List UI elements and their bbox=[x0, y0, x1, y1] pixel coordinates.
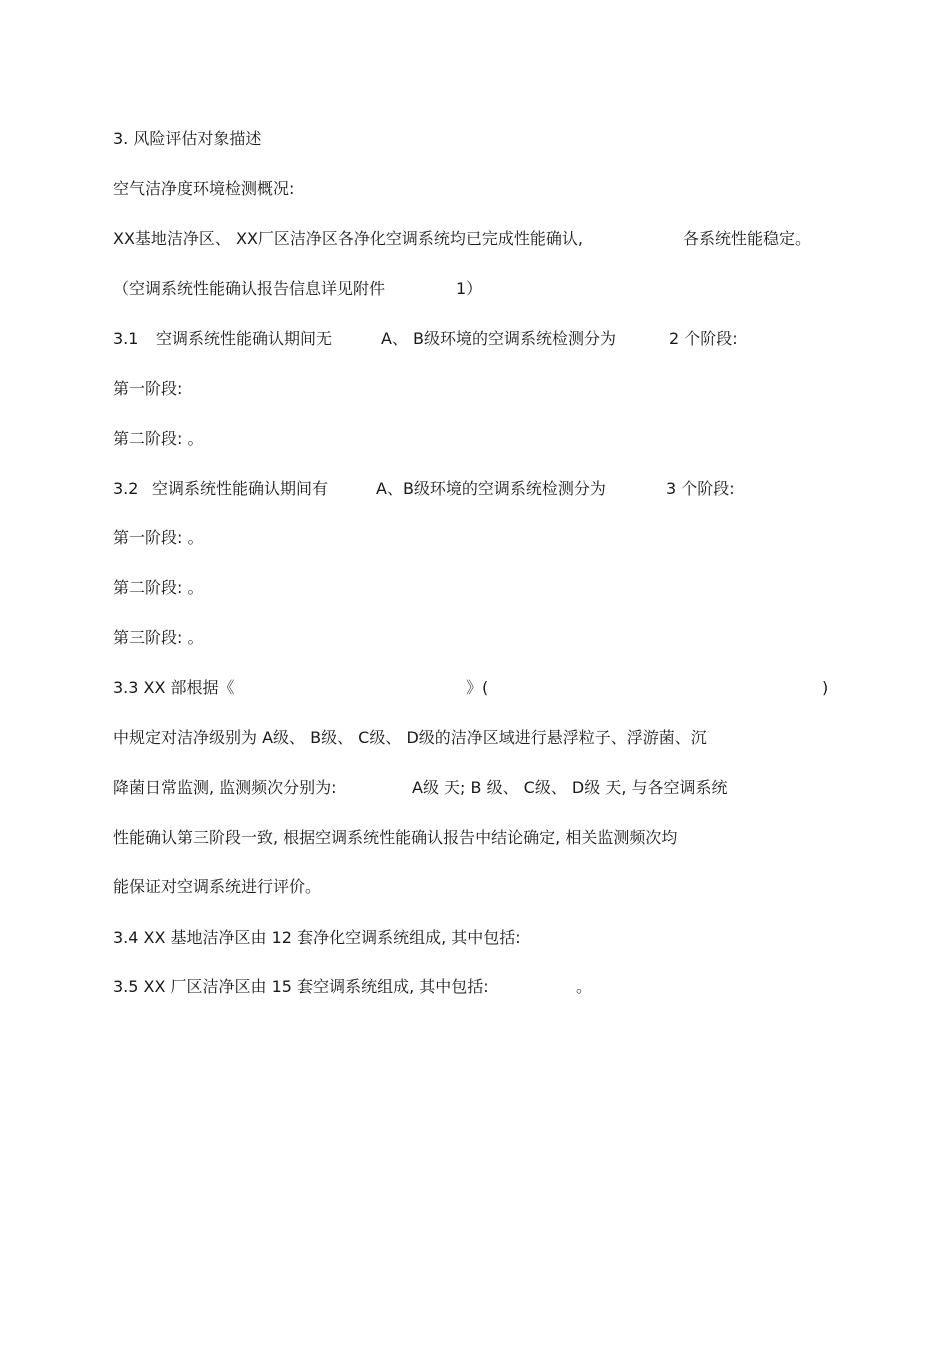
section-3-1-number: 3.1 bbox=[113, 329, 139, 348]
overview-label: 空气洁净度环境检测概况: bbox=[113, 179, 295, 198]
section-3-5-text-b: 。 bbox=[576, 977, 593, 996]
section-3-1-text-c: 2 个阶段: bbox=[669, 329, 738, 348]
section-3-3-line-2: 中规定对洁净级别为 A级、 B级、 C级、 D级的洁净区域进行悬浮粒子、浮游菌、沉 bbox=[113, 728, 707, 747]
section-3-3-line-3-text-a: 降菌日常监测, 监测频次分别为: bbox=[113, 778, 337, 797]
section-3-3-line-3-text-b: A级 天; B 级、 C级、 D级 天, 与各空调系统 bbox=[412, 778, 728, 797]
section-3-2-text-c: 3 个阶段: bbox=[666, 479, 735, 498]
section-3-3-line-5: 能保证对空调系统进行评价。 bbox=[113, 877, 322, 896]
section-3-3-text-a: 3.3 XX 部根据《 bbox=[113, 678, 235, 697]
section-3-1-text-a: 空调系统性能确认期间无 bbox=[156, 329, 333, 348]
section-3-4: 3.4 XX 基地洁净区由 12 套净化空调系统组成, 其中包括: bbox=[113, 928, 521, 947]
overview-p1-text-b: 各系统性能稳定。 bbox=[683, 229, 812, 248]
section-3-2-stage-2: 第二阶段: 。 bbox=[113, 578, 204, 597]
section-3-3-text-b: 》( bbox=[466, 678, 489, 697]
section-3-2-text-a: 空调系统性能确认期间有 bbox=[152, 479, 329, 498]
section-3-1-stage-1: 第一阶段: bbox=[113, 379, 183, 398]
overview-p1-text-a: XX基地洁净区、 XX厂区洁净区各净化空调系统均已完成性能确认, bbox=[113, 229, 584, 248]
section-heading: 3. 风险评估对象描述 bbox=[113, 129, 262, 148]
section-3-2-number: 3.2 bbox=[113, 479, 139, 498]
overview-p2-text-b: 1） bbox=[456, 279, 483, 298]
section-3-2-text-b: A、B级环境的空调系统检测分为 bbox=[376, 479, 606, 498]
section-3-3-line-4: 性能确认第三阶段一致, 根据空调系统性能确认报告中结论确定, 相关监测频次均 bbox=[113, 828, 678, 847]
section-3-2-stage-1: 第一阶段: 。 bbox=[113, 528, 204, 547]
overview-p2-text-a: （空调系统性能确认报告信息详见附件 bbox=[113, 279, 386, 298]
section-3-5-text-a: 3.5 XX 厂区洁净区由 15 套空调系统组成, 其中包括: bbox=[113, 977, 489, 996]
section-3-3-text-c: ) bbox=[822, 678, 829, 697]
section-3-1-stage-2: 第二阶段: 。 bbox=[113, 429, 204, 448]
section-3-2-stage-3: 第三阶段: 。 bbox=[113, 628, 204, 647]
section-3-1-text-b: A、 B级环境的空调系统检测分为 bbox=[381, 329, 617, 348]
